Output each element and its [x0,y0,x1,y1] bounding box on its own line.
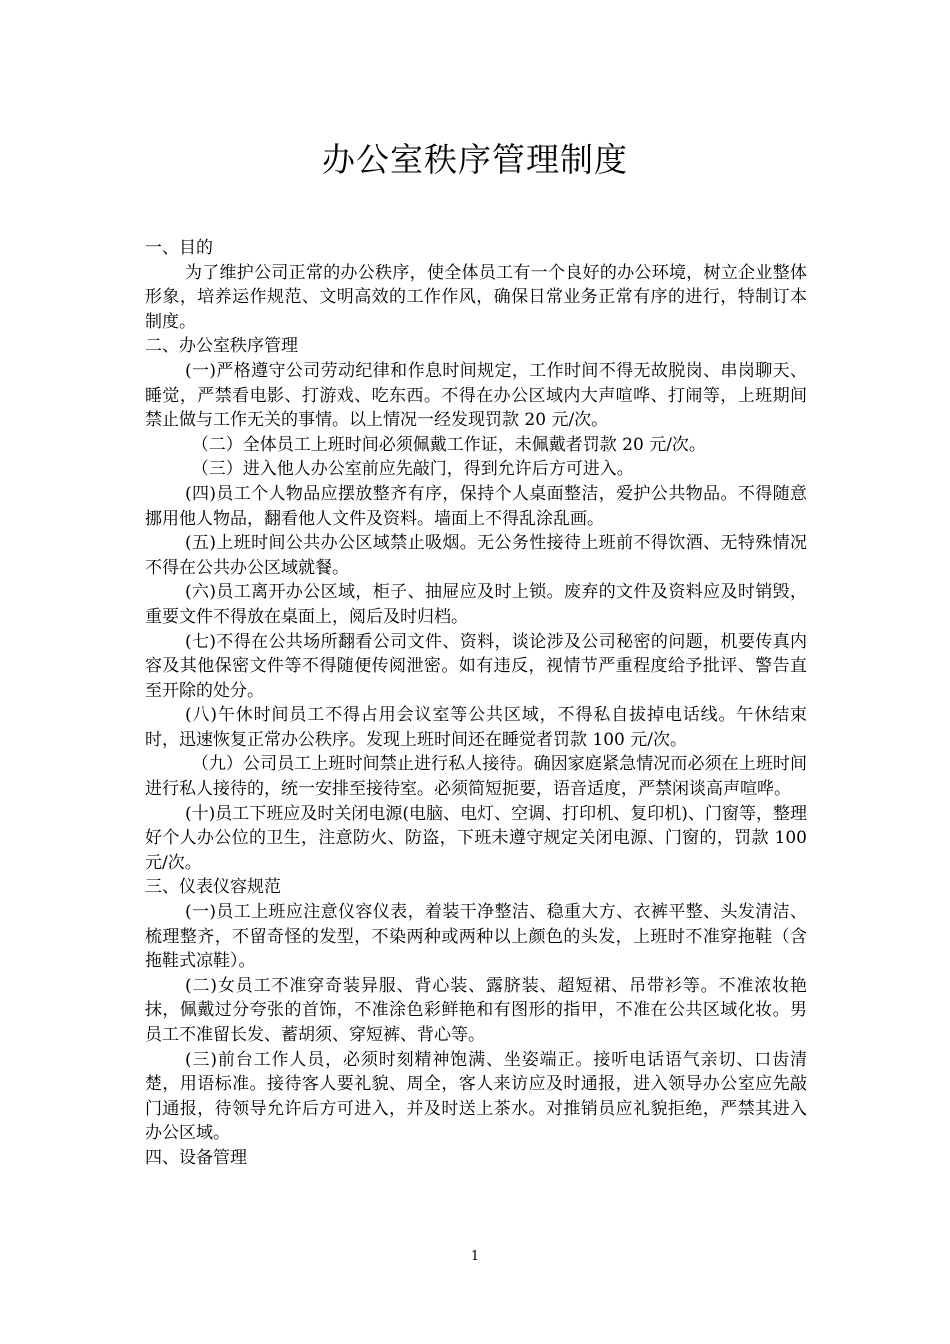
paragraph: (三)前台工作人员，必须时刻精神饱满、坐姿端正。接听电话语气亲切、口齿清楚，用语标准。接待客人要礼貌、周全，客人来访应及时通报，进入领导办公室应先敲门通报，待领导允许后方可进入，并及时送上茶水。对推销员应礼貌拒绝，严禁其进入办公区域。 [145,1049,807,1144]
paragraph: （九）公司员工上班时间禁止进行私人接待。确因家庭紧急情况而必须在上班时间进行私人接待的，统一安排至接待室。必须简短扼要，语音适度，严禁闲谈高声喧哗。 [145,754,807,800]
paragraph: (十)员工下班应及时关闭电源(电脑、电灯、空调、打印机、复印机)、门窗等，整理好个人办公位的卫生，注意防火、防盗，下班未遵守规定关闭电源、门窗的，罚款 100 元/次。 [145,803,807,873]
paragraph: （二）全体员工上班时间必须佩戴工作证，未佩戴者罚款 20 元/次。 [191,434,706,455]
paragraph: (二)女员工不准穿奇装异服、背心装、露脐装、超短裙、吊带衫等。不准浓妆艳抹，佩戴过分夸张的首饰，不准涂色彩鲜艳和有图形的指甲，不准在公共区域化妆。男员工不准留长发、蓄胡须、穿短裤、背心等。 [145,975,807,1045]
paragraph: (八)午休时间员工不得占用会议室等公共区域，不得私自拔掉电话线。午休结束时，迅速恢复正常办公秩序。发现上班时间还在睡觉者罚款 100 元/次。 [145,705,807,750]
paragraph: 为了维护公司正常的办公秩序，使全体员工有一个良好的办公环境，树立企业整体形象，培养运作规范、文明高效的工作作风，确保日常业务正常有序的进行，特制订本制度。 [145,262,807,332]
paragraph: (一)严格遵守公司劳动纪律和作息时间规定，工作时间不得无故脱岗、串岗聊天、睡觉，严禁看电影、打游戏、吃东西。不得在办公区域内大声喧哗、打闹等，上班期间禁止做与工作无关的事情。以上情况一经发现罚款 20 元/次。 [145,360,807,431]
paragraph: (五)上班时间公共办公区域禁止吸烟。无公务性接待上班前不得饮酒、无特殊情况不得在公共办公区域就餐。 [145,533,807,578]
paragraph: (七)不得在公共场所翻看公司文件、资料，谈论涉及公司秘密的问题，机要传真内容及其他保密文件等不得随便传阅泄密。如有违反，视情节严重程度给予批评、警告直至开除的处分。 [145,631,807,701]
document-body [145,236,807,1171]
section-heading: 二、办公室秩序管理 [145,336,298,357]
section-heading: 四、设备管理 [145,1147,247,1168]
section-heading: 三、仪表仪容规范 [145,877,281,898]
paragraph: （三）进入他人办公室前应先敲门，得到允许后方可进入。 [191,459,634,480]
paragraph: (六)员工离开办公区域，柜子、抽屉应及时上锁。废弃的文件及资料应及时销毁，重要文件不得放在桌面上，阅后及时归档。 [145,582,807,627]
section-heading: 一、目的 [145,238,213,258]
page-number: 1 [470,1249,480,1264]
page-title: 办公室秩序管理制度 [322,140,628,179]
paragraph: (一)员工上班应注意仪容仪表，着装干净整洁、稳重大方、衣裤平整、头发清洁、梳理整齐，不留奇怪的发型，不染两种或两种以上颜色的头发，上班时不准穿拖鞋（含拖鞋式凉鞋）。 [145,902,807,972]
paragraph: (四)员工个人物品应摆放整齐有序，保持个人桌面整洁，爱护公共物品。不得随意挪用他人物品，翻看他人文件及资料。墙面上不得乱涂乱画。 [145,483,807,529]
